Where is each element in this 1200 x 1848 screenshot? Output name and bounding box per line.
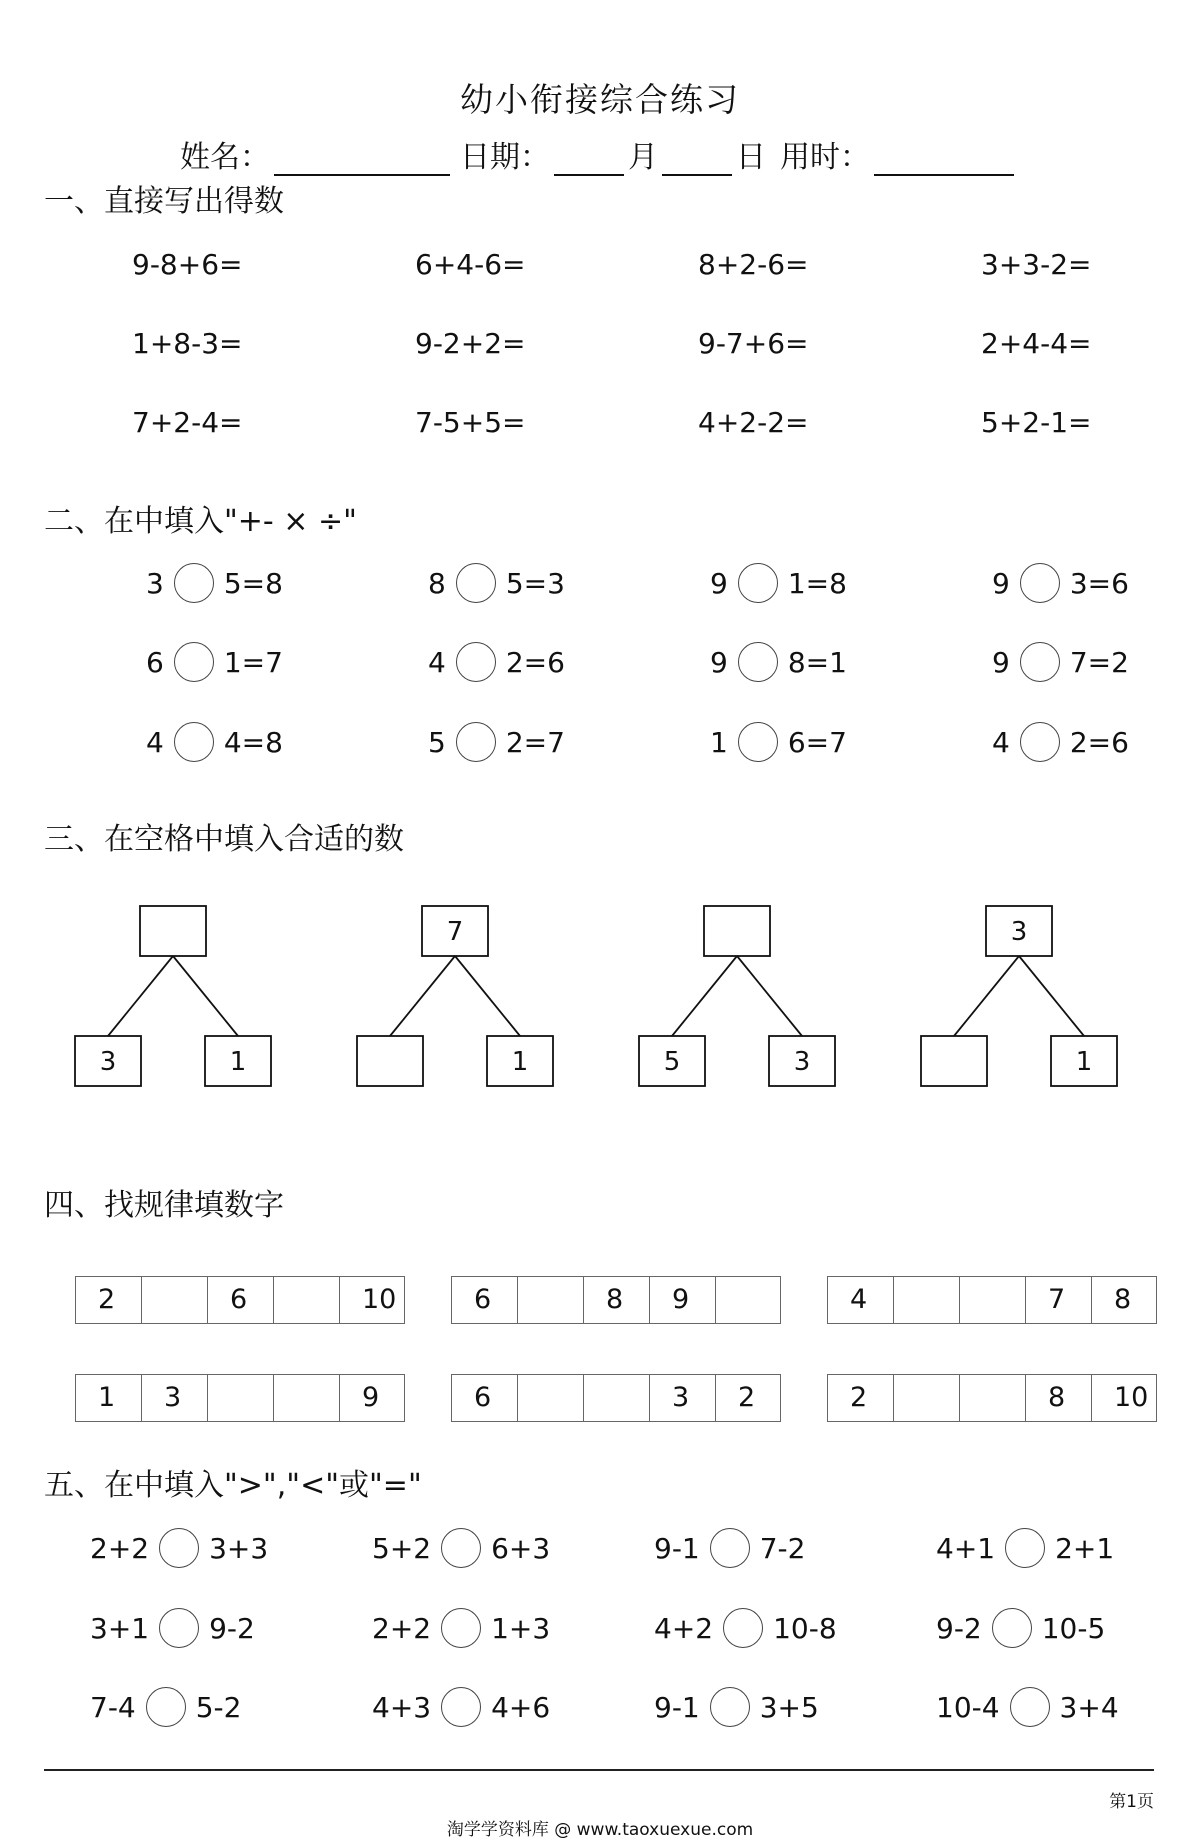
arithmetic-equation: 8+2-6= [698, 248, 809, 281]
operand-left: 4 [146, 725, 164, 759]
arithmetic-equation: 5+2-1= [981, 406, 1092, 439]
arithmetic-equation: 7+2-4= [132, 406, 243, 439]
operand-right: 2=6 [1069, 725, 1129, 759]
compare-left-expression: 9-1 [654, 1531, 700, 1565]
comparison-problem [372, 1528, 550, 1568]
compare-answer-circle[interactable] [710, 1687, 750, 1727]
compare-right-expression: 9-2 [209, 1611, 255, 1645]
operand-left: 5 [428, 725, 446, 759]
operator-answer-circle[interactable] [174, 722, 214, 762]
compare-answer-circle[interactable] [146, 1687, 186, 1727]
sequence-cell: 6 [451, 1276, 517, 1324]
section-2-heading: 二、在中填入"+- × ÷" [44, 504, 357, 539]
operator-problem [992, 563, 1129, 603]
compare-right-expression: 2+1 [1055, 1531, 1115, 1565]
operand-left: 4 [992, 725, 1010, 759]
operator-problem [428, 642, 565, 682]
compare-left-expression: 9-2 [936, 1611, 982, 1645]
bond-left-box-value: 5 [663, 1047, 681, 1077]
compare-right-expression: 10-5 [1041, 1611, 1106, 1645]
sequence-cell[interactable] [959, 1374, 1025, 1422]
arithmetic-equation: 9-7+6= [698, 327, 809, 360]
operator-problem [710, 563, 847, 603]
sequence-cell[interactable] [893, 1374, 959, 1422]
operand-left: 9 [992, 645, 1010, 679]
month-label: 月 [628, 140, 658, 175]
sequence-cell[interactable] [715, 1276, 781, 1324]
sequence-cell[interactable] [273, 1276, 339, 1324]
bond-line-left [672, 956, 737, 1036]
operand-right: 8=1 [787, 645, 847, 679]
sequence-cell[interactable] [959, 1276, 1025, 1324]
operand-right: 7=2 [1069, 645, 1129, 679]
bond-line-left [108, 956, 173, 1036]
sequence-cell: 2 [715, 1374, 781, 1422]
sequence-cell: 3 [141, 1374, 207, 1422]
compare-right-expression: 3+5 [759, 1690, 819, 1724]
operand-right: 2=6 [505, 645, 565, 679]
page-title: 幼小衔接综合练习 [460, 80, 740, 119]
operator-problem [146, 642, 283, 682]
page-number: 第1页 [1109, 1792, 1154, 1812]
sequence-cell[interactable] [517, 1276, 583, 1324]
operand-left: 6 [146, 645, 164, 679]
bond-right-box-value: 3 [793, 1047, 811, 1077]
sequence-cell: 10 [339, 1276, 405, 1324]
compare-right-expression: 3+4 [1059, 1690, 1119, 1724]
sequence-strip [451, 1374, 781, 1422]
operator-answer-circle[interactable] [738, 563, 778, 603]
bond-left-box[interactable] [921, 1036, 987, 1086]
footer-divider [44, 1769, 1154, 1771]
compare-left-expression: 10-4 [936, 1690, 1000, 1724]
operand-right: 6=7 [787, 725, 847, 759]
day-blank [662, 144, 732, 176]
compare-answer-circle[interactable] [1010, 1687, 1050, 1727]
sequence-cell: 2 [75, 1276, 141, 1324]
bond-top-box[interactable] [704, 906, 770, 956]
date-label: 日期： [460, 140, 550, 175]
number-bond-tree [921, 906, 1117, 1086]
operator-answer-circle[interactable] [456, 722, 496, 762]
operator-answer-circle[interactable] [456, 563, 496, 603]
operand-left: 4 [428, 645, 446, 679]
operator-answer-circle[interactable] [174, 563, 214, 603]
bond-right-box-value: 1 [229, 1047, 247, 1077]
compare-right-expression: 3+3 [209, 1531, 269, 1565]
compare-answer-circle[interactable] [441, 1687, 481, 1727]
bond-line-right [737, 956, 802, 1036]
comparison-problem [936, 1608, 1105, 1648]
compare-right-expression: 7-2 [759, 1531, 806, 1565]
sequence-cell: 2 [827, 1374, 893, 1422]
comparison-problem [654, 1528, 805, 1568]
operator-answer-circle[interactable] [1020, 642, 1060, 682]
comparison-problem [936, 1687, 1119, 1727]
operand-right: 1=8 [787, 566, 847, 600]
operator-answer-circle[interactable] [738, 722, 778, 762]
sequence-cell: 3 [649, 1374, 715, 1422]
compare-left-expression: 9-1 [654, 1690, 700, 1724]
bond-right-box-value: 1 [511, 1047, 529, 1077]
operand-left: 8 [428, 566, 446, 600]
operand-right: 3=6 [1069, 566, 1129, 600]
sequence-cell: 4 [827, 1276, 893, 1324]
compare-left-expression: 4+2 [654, 1611, 714, 1645]
compare-left-expression: 7-4 [90, 1690, 136, 1724]
bond-line-right [455, 956, 520, 1036]
sequence-cell: 10 [1091, 1374, 1157, 1422]
compare-answer-circle[interactable] [159, 1528, 199, 1568]
number-bond-trees [0, 880, 1200, 1100]
comparison-problem [90, 1608, 255, 1648]
compare-answer-circle[interactable] [710, 1528, 750, 1568]
sequence-strip [827, 1276, 1157, 1324]
sequence-cell[interactable] [207, 1374, 273, 1422]
compare-left-expression: 4+1 [936, 1531, 996, 1565]
compare-answer-circle[interactable] [1005, 1528, 1045, 1568]
sequence-cell: 6 [451, 1374, 517, 1422]
comparison-problem [372, 1608, 550, 1648]
operator-answer-circle[interactable] [1020, 722, 1060, 762]
section-3-heading: 三、在空格中填入合适的数 [44, 822, 404, 857]
bond-right-box-value: 1 [1075, 1047, 1093, 1077]
day-label: 日 [736, 140, 766, 175]
section-1-heading: 一、直接写出得数 [44, 184, 284, 219]
bond-line-right [1019, 956, 1084, 1036]
sequence-strip [75, 1374, 405, 1422]
bond-top-box-value: 7 [446, 917, 464, 947]
month-blank [554, 144, 624, 176]
sequence-cell: 7 [1025, 1276, 1091, 1324]
sequence-strip [75, 1276, 405, 1324]
sequence-cell: 8 [583, 1276, 649, 1324]
name-label: 姓名： [180, 140, 270, 175]
operator-answer-circle[interactable] [174, 642, 214, 682]
compare-left-expression: 2+2 [90, 1531, 150, 1565]
arithmetic-equation: 4+2-2= [698, 406, 809, 439]
operand-right: 4=8 [223, 725, 283, 759]
operand-right: 5=3 [505, 566, 565, 600]
sequence-cell[interactable] [141, 1276, 207, 1324]
comparison-problem [654, 1608, 837, 1648]
sequence-strip [451, 1276, 781, 1324]
section-4-heading: 四、找规律填数字 [44, 1188, 284, 1223]
comparison-problem [936, 1528, 1114, 1568]
compare-answer-circle[interactable] [441, 1528, 481, 1568]
sequence-strip [827, 1374, 1157, 1422]
arithmetic-equation: 9-2+2= [415, 327, 526, 360]
operand-right: 2=7 [505, 725, 565, 759]
arithmetic-equation: 2+4-4= [981, 327, 1092, 360]
sequence-cell[interactable] [273, 1374, 339, 1422]
arithmetic-equation: 7-5+5= [415, 406, 526, 439]
number-bond-tree [639, 906, 835, 1086]
comparison-problem [90, 1687, 241, 1727]
student-info-line [180, 132, 1018, 176]
sequence-cell: 6 [207, 1276, 273, 1324]
operand-left: 9 [710, 566, 728, 600]
arithmetic-equation: 1+8-3= [132, 327, 243, 360]
bond-line-right [173, 956, 238, 1036]
compare-answer-circle[interactable] [723, 1608, 763, 1648]
sequence-cell: 8 [1025, 1374, 1091, 1422]
compare-right-expression: 4+6 [491, 1690, 551, 1724]
sequence-cell[interactable] [893, 1276, 959, 1324]
operator-answer-circle[interactable] [456, 642, 496, 682]
compare-left-expression: 5+2 [372, 1531, 432, 1565]
operand-left: 1 [710, 725, 728, 759]
operator-problem [428, 563, 565, 603]
sequence-cell[interactable] [517, 1374, 583, 1422]
operator-problem [992, 642, 1129, 682]
comparison-problem [654, 1687, 819, 1727]
operand-left: 3 [146, 566, 164, 600]
bond-top-box-value: 3 [1010, 917, 1028, 947]
compare-right-expression: 10-8 [773, 1611, 837, 1645]
sequence-cell[interactable] [583, 1374, 649, 1422]
arithmetic-equation: 6+4-6= [415, 248, 526, 281]
compare-right-expression: 1+3 [491, 1611, 551, 1645]
sequence-cell: 9 [649, 1276, 715, 1324]
sequence-cell: 8 [1091, 1276, 1157, 1324]
number-bond-tree [357, 906, 553, 1086]
operator-answer-circle[interactable] [738, 642, 778, 682]
sequence-cell: 9 [339, 1374, 405, 1422]
arithmetic-equation: 3+3-2= [981, 248, 1092, 281]
bond-left-box[interactable] [357, 1036, 423, 1086]
operand-left: 9 [710, 645, 728, 679]
operator-problem [710, 722, 847, 762]
bond-top-box[interactable] [140, 906, 206, 956]
compare-answer-circle[interactable] [441, 1608, 481, 1648]
bond-left-box-value: 3 [99, 1047, 117, 1077]
operand-right: 1=7 [223, 645, 283, 679]
compare-answer-circle[interactable] [992, 1608, 1032, 1648]
comparison-problem [90, 1528, 268, 1568]
compare-left-expression: 3+1 [90, 1611, 150, 1645]
compare-left-expression: 2+2 [372, 1611, 432, 1645]
arithmetic-equation: 9-8+6= [132, 248, 243, 281]
time-blank [874, 144, 1014, 176]
operand-right: 5=8 [223, 566, 283, 600]
section-5-heading: 五、在中填入">","<"或"=" [44, 1468, 422, 1503]
operator-answer-circle[interactable] [1020, 563, 1060, 603]
operand-left: 9 [992, 566, 1010, 600]
footer-text: 淘学学资料库 @ www.taoxuexue.com [446, 1820, 754, 1840]
compare-answer-circle[interactable] [159, 1608, 199, 1648]
operator-problem [428, 722, 565, 762]
compare-left-expression: 4+3 [372, 1690, 432, 1724]
bond-line-left [390, 956, 455, 1036]
compare-right-expression: 6+3 [491, 1531, 551, 1565]
bond-line-left [954, 956, 1019, 1036]
time-label: 用时： [780, 140, 870, 175]
compare-right-expression: 5-2 [195, 1690, 242, 1724]
name-blank [274, 144, 450, 176]
sequence-cell: 1 [75, 1374, 141, 1422]
operator-problem [146, 563, 283, 603]
number-bond-tree [75, 906, 271, 1086]
operator-problem [992, 722, 1129, 762]
operator-problem [710, 642, 847, 682]
operator-problem [146, 722, 283, 762]
comparison-problem [372, 1687, 550, 1727]
